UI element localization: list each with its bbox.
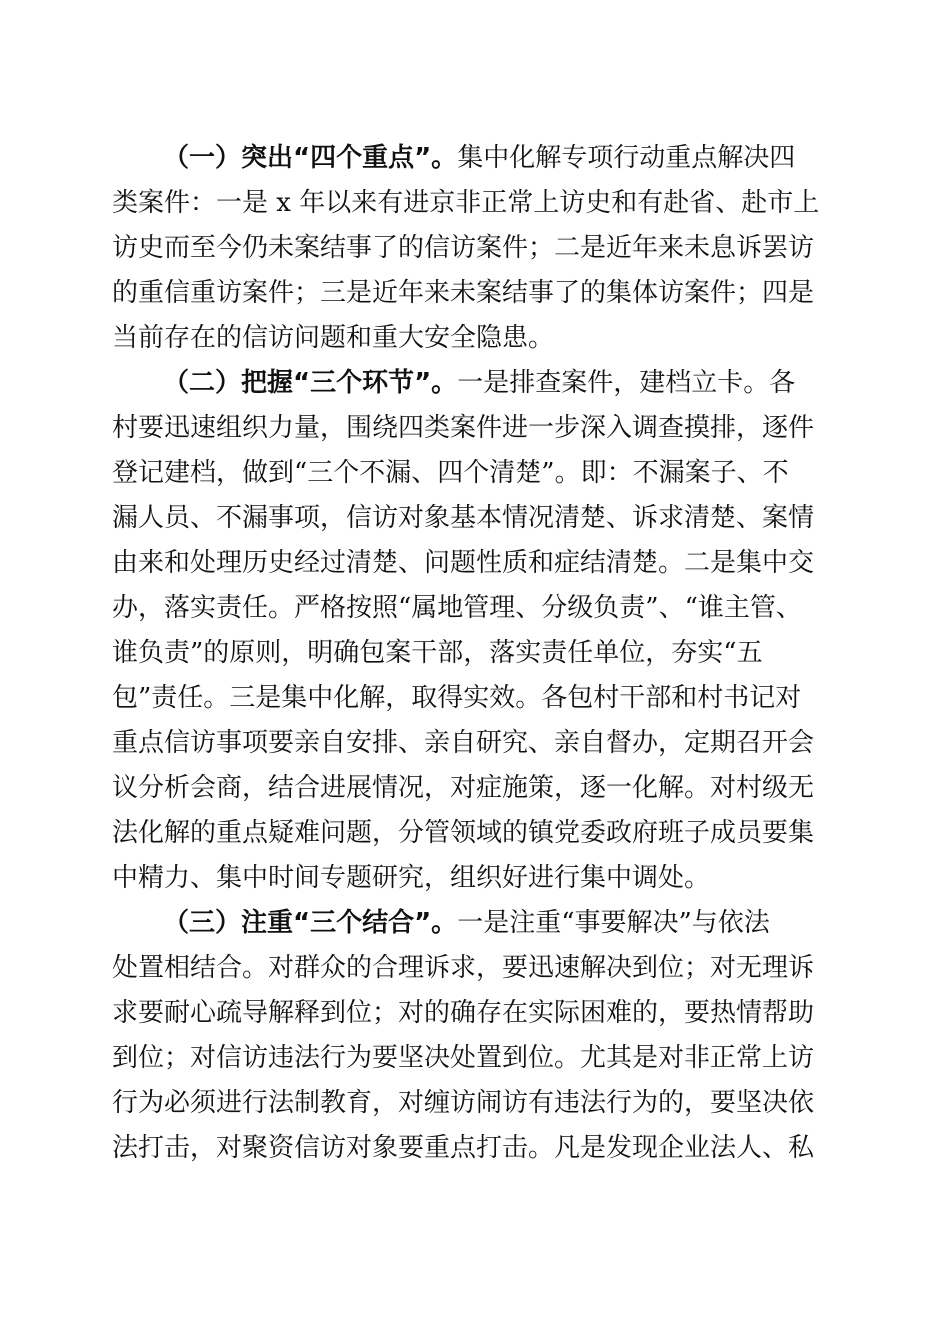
section1-first-line (163, 138, 795, 178)
section2-heading: （二）把握“三个环节”。 (163, 368, 458, 398)
section2-line-4: 由来和处理历史经过清楚、问题性质和症结清楚。二是集中交 (112, 548, 815, 578)
section2-line-10: 法化解的重点疑难问题，分管领域的镇党委政府班子成员要集 (112, 818, 815, 848)
section3-heading: （三）注重“三个结合”。 (163, 908, 458, 938)
section3-line-4: 行为必须进行法制教育，对缠访闹访有违法行为的，要坚决依 (112, 1088, 815, 1118)
section2-line-6: 谁负责”的原则，明确包案干部，落实责任单位，夯实“五 (112, 638, 763, 668)
section2-line-11: 中精力、集中时间专题研究，组织好进行集中调处。 (112, 863, 711, 893)
section3-first-line (163, 903, 770, 943)
section3-line-2: 求要耐心疏导解释到位；对的确存在实际困难的，要热情帮助 (112, 998, 815, 1028)
section2-line-2: 登记建档，做到“三个不漏、四个清楚”。即：不漏案子、不 (112, 458, 789, 488)
section1-line-2: 访史而至今仍未案结事了的信访案件；二是近年来未息诉罢访 (112, 233, 815, 263)
section2-line-7: 包”责任。三是集中化解，取得实效。各包村干部和村书记对 (112, 683, 802, 713)
section2-first-line (163, 363, 795, 403)
section3-line-5: 法打击，对聚资信访对象要重点打击。凡是发现企业法人、私 (112, 1133, 815, 1163)
section2-line-3: 漏人员、不漏事项，信访对象基本情况清楚、诉求清楚、案情 (112, 503, 815, 533)
section2-line-0: 一是排查案件，建档立卡。各 (457, 368, 796, 398)
section1-line-0: 集中化解专项行动重点解决四 (457, 143, 796, 173)
section1-line-4: 当前存在的信访问题和重大安全隐患。 (112, 323, 555, 353)
section3-line-0: 一是注重“事要解决”与依法 (457, 908, 770, 938)
section3-line-1: 处置相结合。对群众的合理诉求，要迅速解决到位；对无理诉 (112, 953, 815, 983)
section2-line-9: 议分析会商，结合进展情况，对症施策，逐一化解。对村级无 (112, 773, 815, 803)
section2-line-5: 办，落实责任。严格按照“属地管理、分级负责”、“谁主管、 (112, 593, 802, 623)
section1-line-3: 的重信重访案件；三是近年来未案结事了的集体访案件；四是 (112, 278, 815, 308)
section2-line-1: 村要迅速组织力量，围绕四类案件进一步深入调查摸排，逐件 (112, 413, 815, 443)
section2-line-8: 重点信访事项要亲自安排、亲自研究、亲自督办，定期召开会 (112, 728, 815, 758)
section1-heading: （一）突出“四个重点”。 (163, 143, 458, 173)
section1-line-1: 类案件：一是 x 年以来有进京非正常上访史和有赴省、赴市上 (112, 188, 820, 218)
section3-line-3: 到位；对信访违法行为要坚决处置到位。尤其是对非正常上访 (112, 1043, 815, 1073)
